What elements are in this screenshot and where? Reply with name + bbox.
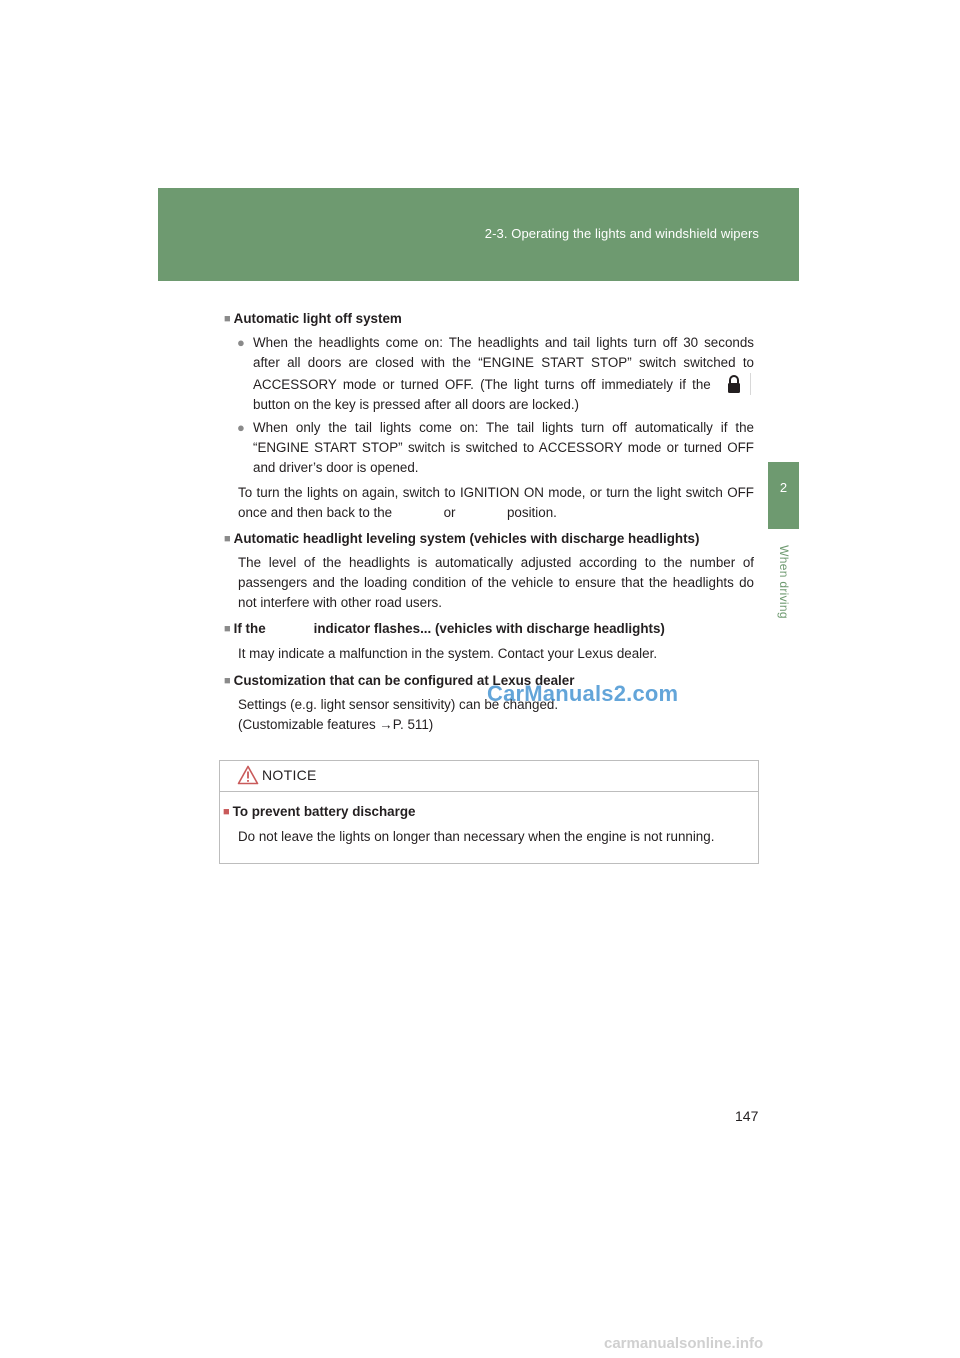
heading-auto-off: ■ Automatic light off system: [224, 311, 402, 326]
bullet-headlights-text-a: When the headlights come on: The headlights and tail lights turn off 30 seconds after all doors are closed with the “ENGINE START STOP” switch switched to ACCESSORY mode or turned OFF. (The light turns off immediately if the: [253, 335, 754, 392]
notice-box: [219, 760, 759, 864]
customization-line-1: Settings (e.g. light sensor sensitivity) can be changed.: [238, 697, 559, 712]
heading-leveling: ■ Automatic headlight leveling system (vehicles with discharge headlights): [224, 531, 700, 546]
customization-line-2: (Customizable features →P. 511): [238, 717, 434, 732]
bullet-taillights-text: When only the tail lights come on: The tail lights turn off automatically if the “ENGINE START STOP” switch is switched to ACCESSORY mode or turned OFF and driver’s door is opened.: [253, 420, 754, 475]
square-bullet-icon: ■: [224, 313, 231, 325]
relight-text-b: position.: [506, 505, 557, 520]
leveling-text: The level of the headlights is automatically adjusted according to the number of passengers and the loading condition of the vehicle to ensure that the headlights do not interfere with other road users.: [238, 555, 754, 610]
chapter-number: 2: [779, 480, 788, 495]
square-bullet-icon: ■: [224, 533, 231, 545]
bullet-headlights: [238, 333, 754, 415]
square-bullet-icon: ■: [223, 806, 230, 818]
dot-bullet-icon: ●: [237, 335, 245, 350]
notice-title: NOTICE: [262, 767, 317, 783]
header-band: [158, 188, 799, 281]
square-bullet-icon: ■: [224, 623, 231, 635]
page-number: 147: [735, 1108, 759, 1124]
dot-bullet-icon: ●: [237, 420, 245, 435]
bullet-taillights: [238, 418, 754, 478]
section-title: 2-3. Operating the lights and windshield wipers: [484, 226, 759, 241]
heading-indicator: ■ If the indicator flashes... (vehicles with discharge headlights): [224, 621, 665, 636]
square-bullet-icon: ■: [224, 675, 231, 687]
lock-icon: [720, 373, 751, 395]
heading-customization: ■ Customization that can be configured at Lexus dealer: [224, 673, 575, 688]
watermark-text: CarManuals2.com: [487, 681, 679, 706]
indicator-text: It may indicate a malfunction in the system. Contact your Lexus dealer.: [238, 646, 658, 661]
warning-triangle-icon: [237, 765, 259, 785]
relight-text-a: To turn the lights on again, switch to IGNITION ON mode, or turn the light switch OFF once and then back to the: [238, 485, 754, 520]
notice-subheading: ■ To prevent battery discharge: [223, 804, 416, 819]
bullet-headlights-text-b: button on the key is pressed after all doors are locked.): [253, 397, 580, 412]
relight-paragraph: [238, 483, 754, 523]
footer-watermark: carmanualsonline.info: [604, 1335, 764, 1352]
chapter-tab: [768, 462, 799, 529]
notice-text: Do not leave the lights on longer than necessary when the engine is not running.: [238, 829, 715, 844]
notice-header: [220, 761, 758, 792]
relight-or: or: [443, 505, 456, 520]
chapter-label: When driving: [777, 545, 791, 619]
